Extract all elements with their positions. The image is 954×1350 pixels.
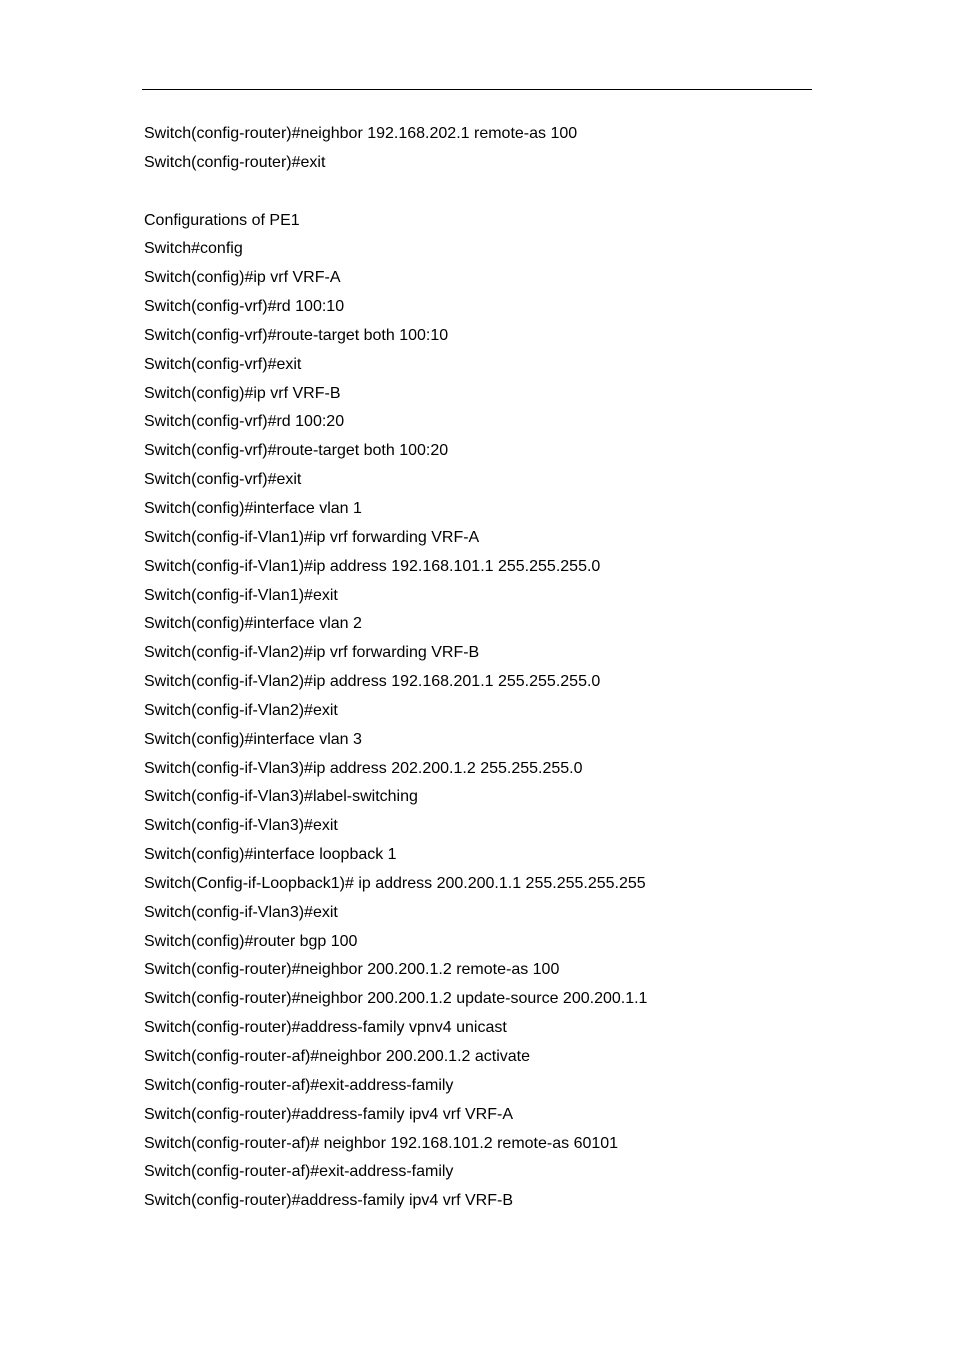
config-line: Switch(config-if-Vlan3)#exit <box>144 817 338 835</box>
config-line: Switch(config-router)#neighbor 192.168.202.1 remote-as 100 <box>144 125 578 142</box>
config-line: Switch(config)#ip vrf VRF-A <box>144 269 341 287</box>
config-line: Switch(config-if-Vlan3)#ip address 202.200.1.2 255.255.255.0 <box>144 759 583 777</box>
config-line: Switch(config)#ip vrf VRF-B <box>144 384 341 402</box>
config-line: Switch(config-vrf)#route-target both 100:10 <box>144 326 449 344</box>
config-line: Switch(Config-if-Loopback1)# ip address 200.200.1.1 255.255.255.255 <box>144 874 646 892</box>
config-line: Switch(config-if-Vlan2)#exit <box>144 701 338 719</box>
config-line: Switch(config)#interface vlan 2 <box>144 615 362 633</box>
config-line: Switch(config-router-af)#exit-address-family <box>144 1163 454 1181</box>
pe1-config-block <box>144 235 824 1216</box>
section-title: Configurations of PE1 <box>144 211 300 229</box>
config-line: Switch(config-router-af)#exit-address-family <box>144 1076 454 1094</box>
config-line: Switch(config)#router bgp 100 <box>144 932 358 950</box>
config-line: Switch(config)#interface loopback 1 <box>144 846 397 864</box>
config-line: Switch(config-router-af)# neighbor 192.168.101.2 remote-as 60101 <box>144 1134 619 1152</box>
config-line: Switch(config-if-Vlan3)#exit <box>144 903 338 921</box>
config-line: Switch(config-vrf)#rd 100:10 <box>144 298 345 316</box>
config-line: Switch#config <box>144 240 243 258</box>
blank-line <box>144 178 824 207</box>
config-line: Switch(config-router)#address-family ipv4 vrf VRF-B <box>144 1192 513 1210</box>
config-line: Switch(config-if-Vlan1)#ip address 192.168.101.1 255.255.255.0 <box>144 557 601 575</box>
config-line: Switch(config-if-Vlan2)#ip address 192.168.201.1 255.255.255.0 <box>144 673 601 691</box>
config-line: Switch(config-router)#neighbor 200.200.1.2 remote-as 100 <box>144 961 560 979</box>
config-line: Switch(config-if-Vlan1)#ip vrf forwarding VRF-A <box>144 528 480 546</box>
config-line: Switch(config-router)#address-family vpnv4 unicast <box>144 1019 507 1037</box>
config-line: Switch(config)#interface vlan 3 <box>144 730 362 748</box>
config-line: Switch(config-if-Vlan3)#label-switching <box>144 788 418 806</box>
header-rule <box>142 89 812 90</box>
config-line: Switch(config)#interface vlan 1 <box>144 499 362 517</box>
config-line: Switch(config-if-Vlan2)#ip vrf forwarding VRF-B <box>144 644 480 662</box>
document-body <box>144 120 824 1216</box>
config-line: Switch(config-router)#exit <box>144 153 326 171</box>
config-line: Switch(config-vrf)#exit <box>144 471 302 489</box>
config-line: Switch(config-vrf)#route-target both 100:20 <box>144 442 449 460</box>
config-line: Switch(config-router)#neighbor 200.200.1.2 update-source 200.200.1.1 <box>144 990 648 1008</box>
config-line: Switch(config-router-af)#neighbor 200.200.1.2 activate <box>144 1048 530 1065</box>
config-line: Switch(config-vrf)#rd 100:20 <box>144 413 345 431</box>
config-line: Switch(config-if-Vlan1)#exit <box>144 586 338 604</box>
config-line: Switch(config-router)#address-family ipv4 vrf VRF-A <box>144 1105 513 1123</box>
config-line: Switch(config-vrf)#exit <box>144 355 302 373</box>
